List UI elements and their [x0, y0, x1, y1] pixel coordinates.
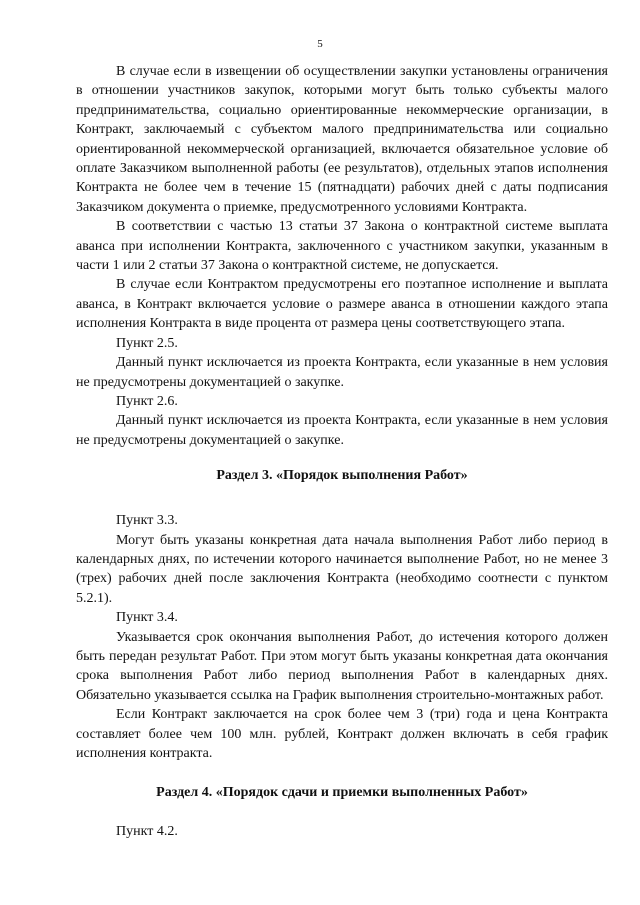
- paragraph-stage-advance: В случае если Контрактом предусмотрены его поэтапное исполнение и выплата аванса, в Контракт включается условие о размере аванса в отношении каждого этапа исполнения Контракта в виде процента от размера цены соответствующего этапа.: [76, 277, 608, 332]
- paragraph-clause-2-5: Данный пункт исключается из проекта Контракта, если указанные в нем условия не предусмотрены документацией о закупке.: [76, 355, 608, 390]
- paragraph-clause-3-3: Могут быть указаны конкретная дата начала выполнения Работ либо период в календарных днях, по истечении которого начинается выполнение Работ, но не менее 3 (трех) рабочих дней после заключения Контракта (необходимо соотнести с пунктом 5.2.1).: [76, 532, 608, 606]
- section-3-heading: Раздел 3. «Порядок выполнения Работ»: [216, 468, 468, 484]
- section-4-heading: Раздел 4. «Порядок сдачи и приемки выполненных Работ»: [156, 785, 528, 801]
- clause-label-2-5: Пункт 2.5.: [116, 335, 178, 351]
- paragraph-schedule-requirement: Если Контракт заключается на срок более чем 3 (три) года и цена Контракта составляет более чем 100 млн. рублей, Контракт должен включать в себя график исполнения контракта.: [76, 707, 608, 761]
- paragraph-smb-payment: В случае если в извещении об осуществлении закупки установлены ограничения в отношении участников закупок, которыми могут быть только субъекты малого предпринимательства, социально ориентированные некоммерческие организации, в Контракт, заключаемый с субъектом малого предпринимательства или социально ориентированной некоммерческой организацией, включается обязательное условие об оплате Заказчиком выполненной работы (ее результатов), отдельных этапов исполнения Контракта не более чем в течение 15 (пятнадцати) рабочих дней с даты подписания Заказчиком документа о приемке, предусмотренного условиями Контракта.: [76, 64, 608, 215]
- paragraph-advance-prohibited: В соответствии с частью 13 статьи 37 Закона о контрактной системе выплата аванса при исполнении Контракта, заключенного с участником закупки, указанным в части 1 или 2 статьи 37 Закона о контрактной системе, не допускается.: [76, 219, 608, 274]
- clause-label-3-3: Пункт 3.3.: [116, 513, 178, 529]
- paragraph-clause-3-4: Указывается срок окончания выполнения Работ, до истечения которого должен быть передан результат Работ. При этом могут быть указаны конкретная дата окончания срока выполнения Работ либо период выполнения Работ в календарных днях. Обязательно указывается ссылка на График выполнения строительно-монтажных работ.: [76, 629, 608, 703]
- document-body: [76, 62, 608, 842]
- clause-label-2-6: Пункт 2.6.: [116, 393, 178, 409]
- clause-label-4-2: Пункт 4.2.: [116, 824, 178, 840]
- page-number: 5: [317, 38, 323, 50]
- clause-label-3-4: Пункт 3.4.: [116, 610, 178, 626]
- paragraph-clause-2-6: Данный пункт исключается из проекта Контракта, если указанные в нем условия не предусмотрены документацией о закупке.: [76, 413, 608, 448]
